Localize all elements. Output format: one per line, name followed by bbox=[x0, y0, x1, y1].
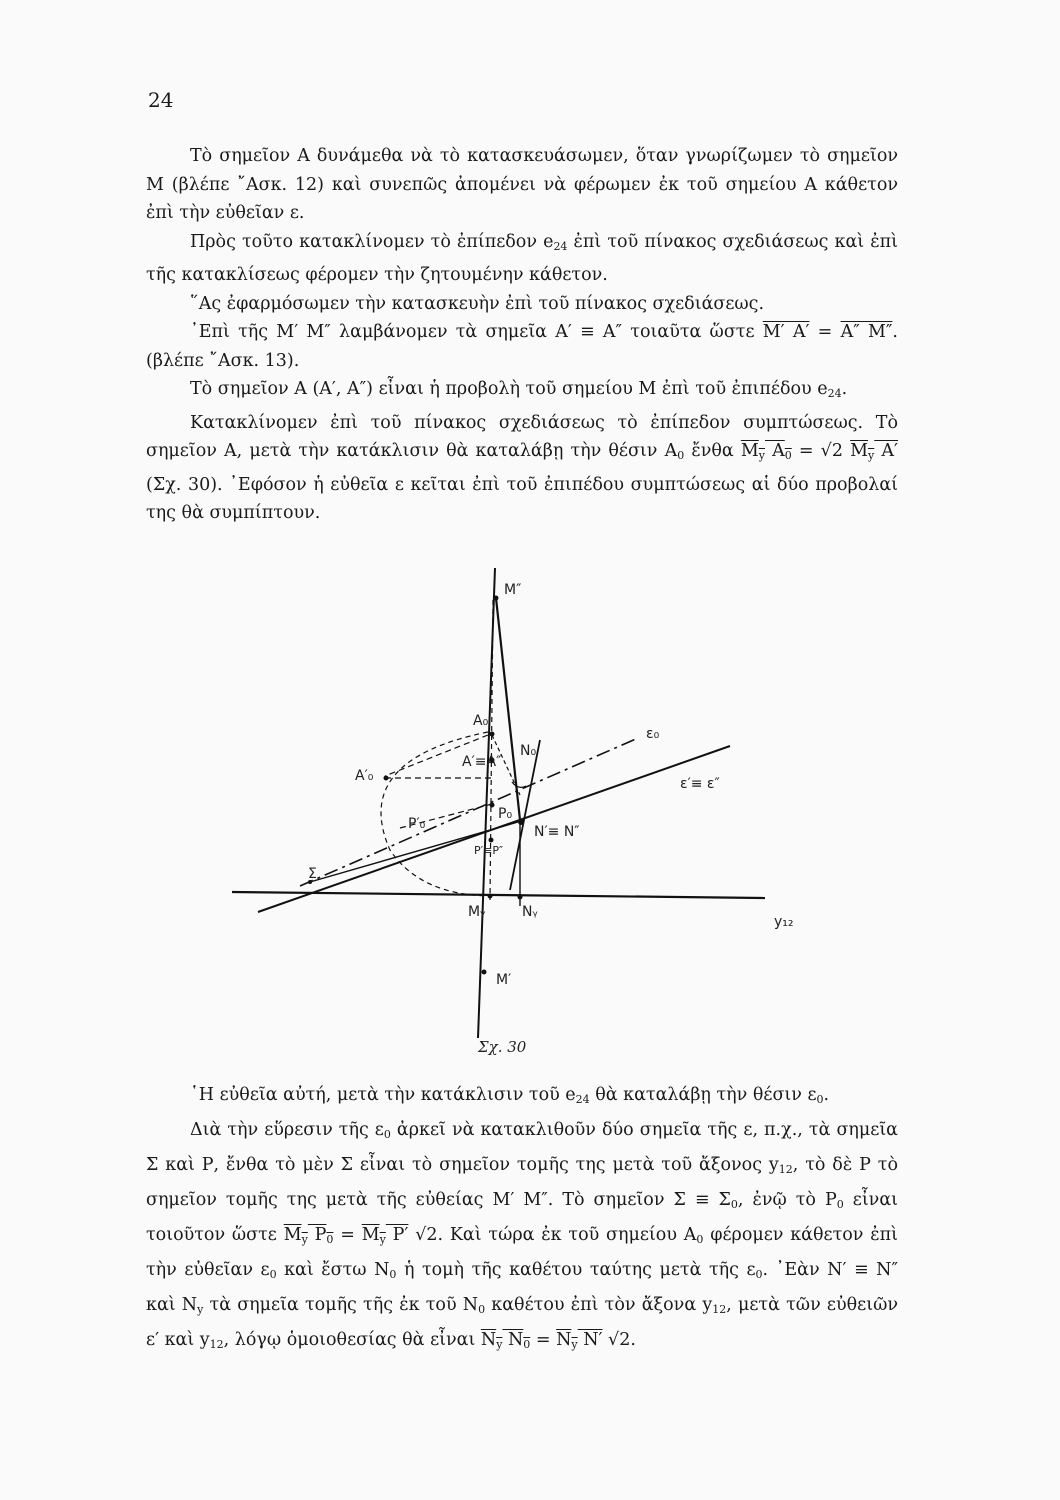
point-p bbox=[489, 838, 494, 843]
text-segment: 24 bbox=[575, 1093, 590, 1106]
label-ny: Nᵧ bbox=[522, 904, 538, 920]
label-eps0: ε₀ bbox=[646, 726, 660, 742]
point-ny bbox=[518, 895, 523, 900]
text-segment: 12 bbox=[778, 1163, 793, 1176]
text-segment: . bbox=[823, 1085, 830, 1105]
text-segment: , τὸ δὲ Ρ τὸ σημεῖον τομῆς της μετὰ τῆς εὐθείας Μ′ Μ″. Τὸ σημεῖον Σ ≡ Σ bbox=[146, 1155, 898, 1210]
text-segment: ἡ τομὴ τῆς καθέτου ταύτης μετὰ τῆς ε bbox=[396, 1260, 756, 1280]
text-segment: ἐπὶ τοῦ πίνακος σχεδιάσεως καὶ ἐπὶ τῆς κατακλίσεως φέρομεν τὴν ζητουμένην κάθετον. bbox=[146, 231, 898, 285]
text-segment: τὰ σημεῖα τομῆς τῆς ἐκ τοῦ Ν bbox=[203, 1295, 479, 1315]
text-segment: 12 bbox=[209, 1338, 224, 1351]
text-segment: 0 bbox=[816, 1093, 824, 1106]
text-segment: 0 bbox=[677, 449, 685, 462]
text-segment: 0 bbox=[389, 1268, 397, 1281]
text-segment: . ᾿Εὰν Ν′ ≡ Ν″ καὶ Ν bbox=[146, 1260, 899, 1315]
text-segment: = bbox=[809, 322, 841, 342]
text-segment: . bbox=[841, 379, 848, 399]
label-n0: N₀ bbox=[520, 743, 537, 759]
point-p0 bbox=[490, 803, 495, 808]
text-segment: $\overline{M}$ bbox=[361, 1225, 380, 1245]
label-a0p: A′₀ bbox=[355, 768, 374, 784]
text-segment: ἔνθα bbox=[684, 441, 741, 461]
text-segment: καὶ ἔστω Ν bbox=[276, 1260, 390, 1280]
text-segment: 0 bbox=[836, 1198, 844, 1211]
text-segment: . (βλέπε ῎Ασκ. 13). bbox=[146, 322, 898, 371]
paragraph bbox=[146, 375, 898, 409]
text-segment: $\overline{M}$ bbox=[740, 441, 759, 461]
label-eps: ε′≡ ε″ bbox=[680, 776, 720, 792]
text-segment: 0 bbox=[383, 1128, 391, 1141]
text-segment: (Σχ. 30). ᾿Εφόσον ἡ εὐθεῖα ε κεῖται ἐπὶ τοῦ ἐπιπέδου συμπτώσεως αἱ δύο προβολαί της θὰ συμπίπτουν. bbox=[146, 474, 898, 523]
text-segment: 24 bbox=[827, 387, 842, 400]
text-segment: φέρομεν κάθετον ἐπὶ τὴν εὐθεῖαν ε bbox=[146, 1225, 899, 1280]
point-my bbox=[488, 894, 493, 899]
text-segment: y bbox=[868, 449, 875, 462]
text-segment: = √2 bbox=[791, 441, 851, 461]
text-segment: 0 bbox=[755, 1268, 763, 1281]
text-segment: Τὸ σημεῖον Α δυνάμεθα νὰ τὸ κατασκευάσωμεν, ὅταν γνωρίζωμεν τὸ σημεῖον Μ (βλέπε ῎Ασκ. 12) καὶ συνεπῶς ἀπομένει νὰ φέρωμεν ἐκ τοῦ σημείου Α κάθετον ἐπὶ τὴν εὐθεῖαν ε. bbox=[146, 146, 898, 223]
label-y12: y₁₂ bbox=[774, 914, 794, 930]
text-segment: ᾿Επὶ τῆς Μ′ Μ″ λαμβάνομεν τὰ σημεῖα Α′ ≡ Α″ τοιαῦτα ὥστε bbox=[190, 322, 763, 342]
text-segment: θὰ καταλάβῃ τὴν θέσιν ε bbox=[589, 1085, 817, 1105]
text-segment: , ἐνῷ τὸ Ρ bbox=[737, 1190, 837, 1210]
text-segment: 0 bbox=[523, 1338, 531, 1351]
label-peqp: P′≡P″ bbox=[474, 844, 504, 857]
text-segment: y bbox=[301, 1233, 308, 1246]
paragraph bbox=[146, 290, 898, 319]
text-segment: $\overline{M}$ bbox=[283, 1225, 302, 1245]
text-segment: y bbox=[379, 1233, 386, 1246]
point-a0 bbox=[490, 732, 495, 737]
text-segment: εἶναι τοιοῦτον ὥστε bbox=[146, 1190, 898, 1245]
label-my: Mᵧ bbox=[468, 904, 486, 920]
point-n bbox=[518, 819, 524, 825]
text-segment: y bbox=[758, 449, 765, 462]
text-segment: 0 bbox=[784, 449, 792, 462]
text-segment: $\overline{N}$ bbox=[480, 1330, 497, 1350]
text-segment: 0 bbox=[478, 1303, 486, 1316]
text-segment: ἀρκεῖ νὰ κατακλιθοῦν δύο σημεῖα τῆς ε, π.χ., τὰ σημεῖα Σ καὶ Ρ, ἔνθα τὸ μὲν Σ εἶναι τὸ σημεῖον τομῆς της μετὰ τοῦ ἄξονος y bbox=[146, 1120, 898, 1175]
text-segment: y bbox=[571, 1338, 578, 1351]
text-segment: y bbox=[496, 1338, 503, 1351]
text-segment: = bbox=[530, 1330, 557, 1350]
text-segment: 0 bbox=[696, 1233, 704, 1246]
figure-caption: Σχ. 30 bbox=[478, 1038, 527, 1056]
paragraph bbox=[146, 142, 898, 228]
paragraph bbox=[146, 1115, 898, 1360]
text-segment: Ρ′ bbox=[385, 1225, 409, 1245]
page-number: 24 bbox=[148, 88, 174, 112]
text-segment: 0 bbox=[730, 1198, 738, 1211]
text-block-top bbox=[146, 142, 898, 528]
text-segment: √2. Καὶ τώρα ἐκ τοῦ σημείου Α bbox=[408, 1225, 697, 1245]
text-segment: $\overline{N}$ bbox=[556, 1330, 572, 1350]
text-segment: 0 bbox=[326, 1233, 334, 1246]
point-a0p bbox=[384, 776, 389, 781]
paragraph bbox=[146, 318, 898, 375]
text-segment: Μ′ Α′ bbox=[762, 322, 810, 342]
label-sigma: Σ bbox=[308, 866, 317, 882]
label-neqn: N′≡ N″ bbox=[534, 824, 580, 840]
text-segment: Α bbox=[764, 441, 785, 461]
paragraph bbox=[146, 1080, 898, 1115]
text-segment: y bbox=[197, 1303, 204, 1316]
text-segment: Διὰ τὴν εὕρεσιν τῆς ε bbox=[190, 1120, 384, 1140]
text-segment: $\overline{M}$ bbox=[850, 441, 869, 461]
label-aeqa: A′≡A″ bbox=[462, 754, 502, 770]
label-p0p: P′₀ bbox=[408, 816, 426, 832]
text-segment: 24 bbox=[553, 239, 568, 253]
text-segment: , μετὰ τῶν εὐθειῶν ε′ καὶ y bbox=[146, 1295, 898, 1350]
text-segment: √2. bbox=[602, 1330, 636, 1350]
label-a0: A₀ bbox=[473, 713, 489, 729]
text-segment: Ν bbox=[502, 1330, 524, 1350]
point-mp bbox=[482, 970, 487, 975]
text-segment: Ρ bbox=[307, 1225, 327, 1245]
label-m-dd: M″ bbox=[504, 582, 522, 598]
text-segment: Α″ Μ″ bbox=[840, 322, 893, 342]
text-segment: Τὸ σημεῖον Α (Α′, Α″) εἶναι ἡ προβολὴ τοῦ σημείου Μ ἐπὶ τοῦ ἐπιπέδου e bbox=[190, 379, 828, 399]
text-segment: Ν′ bbox=[577, 1330, 603, 1350]
point-mdd bbox=[494, 596, 499, 601]
text-block-bottom bbox=[146, 1080, 898, 1360]
text-segment: 0 bbox=[269, 1268, 277, 1281]
label-p0: P₀ bbox=[498, 806, 513, 822]
figure-30 bbox=[200, 560, 840, 1080]
text-segment: καθέτου ἐπὶ τὸν ἄξονα y bbox=[485, 1295, 713, 1315]
text-segment: Πρὸς τοῦτο κατακλίνομεν τὸ ἐπίπεδον e bbox=[190, 231, 554, 252]
text-segment: Κατακλίνομεν ἐπὶ τοῦ πίνακος σχεδιάσεως τὸ ἐπίπεδον συμπτώσεως. Τὸ σημεῖον Α, μετὰ τὴν κατάκλισιν θὰ καταλάβῃ τὴν θέσιν Α bbox=[146, 412, 898, 461]
text-segment: ῞Ας ἐφαρμόσωμεν τὴν κατασκευὴν ἐπὶ τοῦ πίνακος σχεδιάσεως. bbox=[190, 293, 765, 314]
text-segment: 12 bbox=[712, 1303, 727, 1316]
paragraph bbox=[146, 228, 898, 290]
text-segment: = bbox=[333, 1225, 362, 1245]
label-mp: M′ bbox=[496, 972, 512, 988]
text-segment: ῾Η εὐθεῖα αὐτή, μετὰ τὴν κατάκλισιν τοῦ e bbox=[190, 1085, 576, 1105]
text-segment: Α′ bbox=[874, 441, 898, 461]
text-segment: , λόγῳ ὁμοιοθεσίας θὰ εἶναι bbox=[223, 1330, 481, 1350]
paragraph bbox=[146, 409, 898, 528]
